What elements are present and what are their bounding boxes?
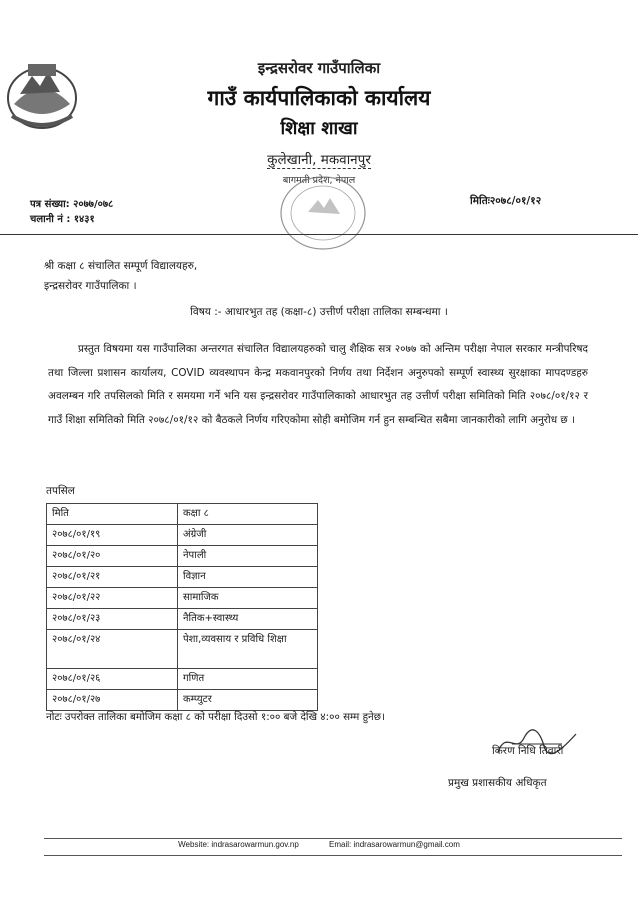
addressee — [44, 256, 197, 296]
row-subject: नेपाली — [178, 546, 318, 567]
table-row — [47, 546, 318, 567]
footer — [0, 840, 638, 849]
patra-label: पत्र संख्या: — [30, 199, 70, 210]
section-name: शिक्षा शाखा — [280, 118, 358, 139]
tapasil-label: तपसिल — [46, 485, 75, 497]
office-name: गाउँ कार्यपालिकाको कार्यालय — [207, 86, 431, 110]
row-subject: कम्प्युटर — [178, 690, 318, 711]
row-subject: विज्ञान — [178, 567, 318, 588]
location: कुलेखानी, मकवानपुर — [267, 152, 371, 168]
reference-block — [30, 197, 113, 227]
table-row — [47, 630, 318, 669]
subject-line: विषय :- आधारभुत तह (कक्षा-८) उत्तीर्ण परीक्षा तालिका सम्बन्धमा । — [190, 306, 448, 318]
municipality-name: इन्द्रसरोवर गाउँपालिका — [257, 59, 381, 77]
row-subject: गणित — [178, 669, 318, 690]
addressee-line-2: इन्द्रसरोवर गाउँपालिका । — [44, 280, 137, 292]
row-subject: सामाजिक — [178, 588, 318, 609]
header-divider — [0, 234, 638, 235]
footer-website[interactable]: Website: indrasarowarmun.gov.np — [178, 840, 299, 849]
chalani-label: चलानी नं : — [30, 214, 71, 225]
row-subject: पेशा,व्यवसाय र प्रविधि शिक्षा — [178, 630, 318, 669]
row-date: २०७८/०१/२६ — [47, 669, 178, 690]
row-date: २०७८/०१/१९ — [47, 525, 178, 546]
signer-title: प्रमुख प्रशासकीय अधिकृत — [448, 777, 547, 789]
row-date: २०७८/०१/२७ — [47, 690, 178, 711]
addressee-line-1: श्री कक्षा ८ संचालित सम्पूर्ण विद्यालयहरु, — [44, 260, 198, 272]
table-header-row — [47, 504, 318, 525]
header-class: कक्षा ८ — [178, 504, 318, 525]
table-row — [47, 609, 318, 630]
footer-divider-top — [44, 838, 622, 839]
row-date: २०७८/०१/२० — [47, 546, 178, 567]
office-stamp-icon — [268, 168, 378, 258]
row-date: २०७८/०१/२१ — [47, 567, 178, 588]
row-date: २०७८/०१/२३ — [47, 609, 178, 630]
table-row — [47, 669, 318, 690]
footer-divider-bottom — [44, 855, 622, 856]
body-paragraph: प्रस्तुत विषयमा यस गाउँपालिका अन्तरगत संचालित विद्यालयहरुको चालु शैक्षिक सत्र २०७७ को अन्तिम परीक्षा नेपाल सरकार मन्त्रीपरिषद तथा जिल्ला प्रशासन कार्यालय, COVID व्यवस्थापन केन्द्र मकवानपुरको निर्णय तथा निर्देशन अनुरुपको सम्पूर्ण स्वास्थ्य सुरक्षाका मापदण्डहरु अवलम्बन गरि तपसिलको मिति र समयमा गर्ने भनि यस इन्द्रसरोवर गाउँपालिकाको आधारभुत तह उत्तीर्ण परीक्षा समितिको मिति २०७८/०१/१२ र गाउँ शिक्षा समितिको मिति २०७८/०१/१२ को बैठकले निर्णय गरिएकोमा सोही बमोजिम गर्न हुन सम्बन्धित सबैमा जानकारीको लागि अनुरोध छ । — [48, 343, 588, 426]
table-row — [47, 690, 318, 711]
exam-schedule-table — [46, 503, 318, 711]
table-row — [47, 588, 318, 609]
row-subject: नैतिक+स्वास्थ्य — [178, 609, 318, 630]
signer-name: किरण निधि तिवारी — [492, 745, 564, 757]
row-date: २०७८/०१/२४ — [47, 630, 178, 669]
chalani-value: १४३१ — [73, 214, 95, 225]
province: बागमती प्रदेश, नेपाल — [282, 175, 356, 186]
letter-date: मितिः२०७८/०१/१२ — [470, 195, 542, 207]
row-subject: अंग्रेजी — [178, 525, 318, 546]
table-row — [47, 567, 318, 588]
row-date: २०७८/०१/२२ — [47, 588, 178, 609]
patra-value: २०७७/०७८ — [73, 199, 114, 210]
exam-time-note: नोटः उपरोक्त तालिका बमोजिम कक्षा ८ को परीक्षा दिउसो १:०० बजे देखि ४:०० सम्म हुनेछ। — [46, 711, 385, 723]
footer-email[interactable]: Email: indrasarowarmun@gmail.com — [329, 840, 460, 849]
header-date: मिति — [47, 504, 178, 525]
table-row — [47, 525, 318, 546]
